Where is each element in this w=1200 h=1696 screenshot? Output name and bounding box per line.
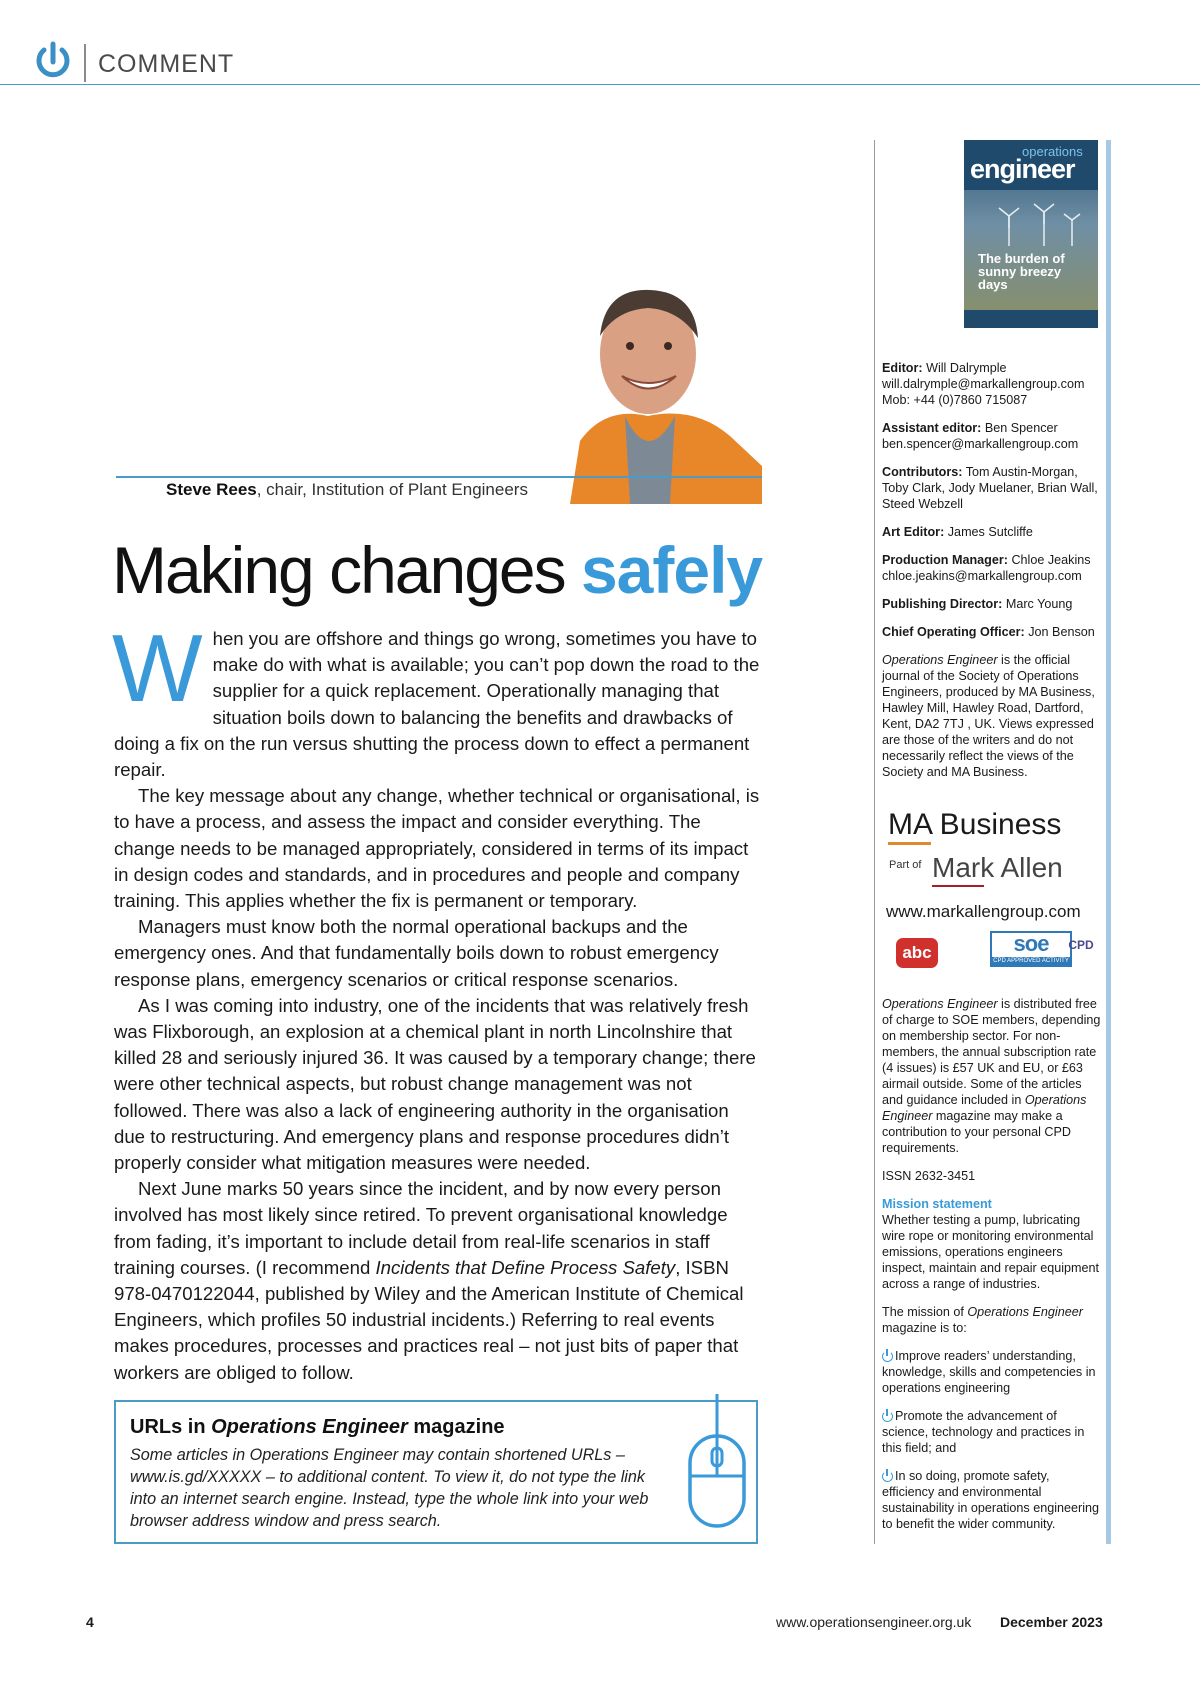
url-title-italic: Operations Engineer bbox=[211, 1416, 408, 1438]
url-title-start: URLs in bbox=[130, 1416, 212, 1438]
mission-intro-end: magazine is to: bbox=[882, 1321, 967, 1335]
pub-label: Publishing Director: bbox=[882, 597, 1003, 611]
page-number: 4 bbox=[86, 1614, 94, 1630]
abc-logo: abc bbox=[896, 938, 938, 968]
cover-headline: The burden of sunny breezy days bbox=[978, 251, 1065, 292]
paragraph-2: The key message about any change, whether technical or organisational, is to have a process, and assess the impact and consider everything. The change needs to be managed appropriately, considered in terms of its impact in design codes and standards, and in procedures and people and company training. This applies whether the fix is permanent or temporary. bbox=[114, 785, 760, 912]
asst-label: Assistant editor: bbox=[882, 421, 982, 435]
url-info-box bbox=[114, 1400, 758, 1544]
cover-footer-strip bbox=[964, 310, 1098, 328]
editor-label: Editor: bbox=[882, 361, 923, 375]
credit-assistant-editor bbox=[882, 420, 1102, 452]
prod-email: chloe.jeakins@markallengroup.com bbox=[882, 569, 1082, 583]
header-separator bbox=[84, 44, 86, 82]
mission-intro-start: The mission of bbox=[882, 1305, 968, 1319]
mission-bullet-1 bbox=[882, 1348, 1104, 1396]
mission-text: Whether testing a pump, lubricating wire rope or monitoring environmental emissions, operations engineers inspect, maintain and repair equipment across a range of industries. bbox=[882, 1213, 1100, 1291]
prod-name: Chloe Jeakins bbox=[1007, 553, 1091, 567]
bullet-1-text: Improve readers’ understanding, knowledge, skills and competencies in operations engineering bbox=[882, 1349, 1096, 1395]
mission-bullet-2 bbox=[882, 1408, 1104, 1456]
power-bullet-icon bbox=[882, 1351, 893, 1362]
mission-heading: Mission statement bbox=[882, 1197, 992, 1211]
ma-business-underline bbox=[888, 842, 931, 845]
section-title: COMMENT bbox=[98, 50, 235, 78]
drop-cap: W bbox=[112, 615, 203, 722]
caption-name: Steve Rees bbox=[166, 480, 257, 499]
credit-editor bbox=[882, 360, 1102, 408]
book-title: Incidents that Define Process Safety bbox=[375, 1256, 676, 1278]
headline-plain: Making changes bbox=[112, 533, 581, 607]
issue-date: December 2023 bbox=[1000, 1614, 1103, 1630]
dist-italic: Operations Engineer bbox=[882, 997, 998, 1011]
dist-text-2: magazine may make a contribution to your personal CPD requirements. bbox=[882, 1109, 1072, 1155]
paragraph-4: As I was coming into industry, one of the incidents that was relatively fresh was Flixborough, an explosion at a chemical plant in north Lincolnshire that killed 28 and seriously injured 36. It was caused by a temporary change; there were other technical aspects, but robust change management was not followed. There was also a lack of engineering authority in the organisation due to restructuring. And emergency plans and response procedures didn’t properly consider what mitigation measures were needed. bbox=[114, 994, 756, 1174]
dist-text-1: is distributed free of charge to SOE members, depending on membership sector. For non-members, the annual subscription rate (4 issues) is £57 UK and EU, or £63 airmail outside. Some of the articles and guidance included in bbox=[882, 997, 1101, 1107]
caption-role: , chair, Institution of Plant Engineers bbox=[256, 480, 528, 499]
paragraph-5-start: Next June marks 50 years since the incident, and by now every person involved has most likely since retired. To prevent organisational knowledge from fading, it’s important to include detail from real-life scenarios in staff training courses. (I recommend bbox=[114, 1178, 728, 1278]
distribution-info bbox=[882, 996, 1104, 1544]
power-bullet-icon bbox=[882, 1411, 893, 1422]
editor-name: Will Dalrymple bbox=[922, 361, 1007, 375]
journal-text: is the official journal of the Society of Operations Engineers, produced by MA Business, Hawley Mill, Hawley Road, Dartford, Kent, DA2 7TJ , UK. Views expressed are those of the writers and do not necessarily reflect the views of the Society and MA Business. bbox=[882, 653, 1095, 779]
bullet-3-text: In so doing, promote safety, efficiency and environmental sustainability in operations engineering to benefit the wider community. bbox=[882, 1469, 1100, 1531]
footer-url[interactable]: www.operationsengineer.org.uk bbox=[776, 1614, 972, 1630]
paragraph-3: Managers must know both the normal operational backups and the emergency ones. And that fundamentally boils down to robust emergency response plans, emergency scenarios or critical response scenarios. bbox=[114, 916, 719, 990]
prod-label: Production Manager: bbox=[882, 553, 1008, 567]
soe-logo-text: soe bbox=[1013, 931, 1049, 956]
bullet-2-text: Promote the advancement of science, technology and practices in this field; and bbox=[882, 1409, 1085, 1455]
paragraph-1 bbox=[112, 615, 762, 783]
masthead-credits bbox=[882, 360, 1102, 792]
dist-italic-2: Operations Engineer bbox=[882, 1093, 1087, 1123]
credit-coo bbox=[882, 624, 1102, 640]
sidebar-accent-bar bbox=[1106, 140, 1111, 1544]
mission-intro bbox=[882, 1304, 1104, 1336]
paragraph-1-text: hen you are offshore and things go wrong, sometimes you have to make do with what is available; you can’t pop down the road to the supplier for a quick replacement. Operationally managing that situation boils down to balancing the benefits and drawbacks of doing a fix on the run versus shutting the process down to effect a permanent repair. bbox=[114, 628, 760, 781]
mark-allen-logo: Mark Allen bbox=[932, 852, 1063, 883]
credit-contributors bbox=[882, 464, 1102, 512]
art-label: Art Editor: bbox=[882, 525, 945, 539]
mission-bullet-3 bbox=[882, 1468, 1104, 1532]
sidebar-rule bbox=[874, 140, 875, 1544]
header-rule bbox=[0, 84, 1200, 85]
cover-brand: engineer bbox=[970, 154, 1075, 184]
mission-block bbox=[882, 1196, 1104, 1292]
issn: ISSN 2632-3451 bbox=[882, 1169, 976, 1183]
power-logo-icon bbox=[32, 40, 74, 82]
article-body bbox=[112, 615, 762, 1386]
journal-statement bbox=[882, 652, 1102, 780]
caption-rule bbox=[116, 476, 762, 478]
contrib-label: Contributors: bbox=[882, 465, 963, 479]
wind-turbines-icon bbox=[984, 196, 1084, 246]
cpd-member-logo: CPD bbox=[1068, 938, 1094, 952]
photo-caption bbox=[166, 480, 528, 500]
ma-business-logo: MA Business bbox=[888, 808, 1062, 841]
distribution-text bbox=[882, 996, 1104, 1156]
part-of-label: Part of bbox=[889, 859, 922, 871]
credit-art-editor bbox=[882, 524, 1102, 540]
contrib-names: Tom Austin-Morgan, Toby Clark, Jody Muelaner, Brian Wall, Steed Webzell bbox=[882, 465, 1098, 511]
computer-mouse-icon bbox=[682, 1392, 752, 1534]
magazine-cover bbox=[964, 140, 1098, 328]
publisher-url[interactable]: www.markallengroup.com bbox=[886, 902, 1081, 921]
mission-intro-italic: Operations Engineer bbox=[967, 1305, 1083, 1319]
paragraph-5-end: , ISBN 978-0470122044, published by Wiley and the American Institute of Chemical Engineers, which profiles 50 industrial incidents.) Referring to real events makes procedures, processes and practices real – not just bits of paper that workers are obliged to follow. bbox=[114, 1256, 744, 1383]
asst-email: ben.spencer@markallengroup.com bbox=[882, 437, 1079, 451]
coo-label: Chief Operating Officer: bbox=[882, 625, 1025, 639]
url-box-text: Some articles in Operations Engineer may contain shortened URLs – www.is.gd/XXXXX – to additional content. To view it, do not type the link into an internet search engine. Instead, type the whole link into your web browser address window and press search. bbox=[130, 1446, 649, 1530]
soe-cpd-logo bbox=[990, 931, 1072, 967]
headline bbox=[112, 532, 762, 608]
asst-name: Ben Spencer bbox=[981, 421, 1058, 435]
mark-allen-underline bbox=[932, 885, 984, 887]
url-title-end: magazine bbox=[407, 1416, 505, 1438]
paragraph-5 bbox=[114, 1176, 762, 1386]
art-name: James Sutcliffe bbox=[944, 525, 1033, 539]
cover-brand-small: operations bbox=[1022, 144, 1083, 159]
headline-highlight: safely bbox=[580, 533, 763, 607]
power-bullet-icon bbox=[882, 1471, 893, 1482]
editor-email: will.dalrymple@markallengroup.com bbox=[882, 377, 1085, 391]
editor-mobile: Mob: +44 (0)7860 715087 bbox=[882, 393, 1028, 407]
coo-name: Jon Benson bbox=[1024, 625, 1095, 639]
journal-italic: Operations Engineer bbox=[882, 653, 998, 667]
credit-publishing bbox=[882, 596, 1102, 612]
pub-name: Marc Young bbox=[1002, 597, 1073, 611]
author-photo bbox=[530, 266, 762, 504]
credit-production bbox=[882, 552, 1102, 584]
url-box-title bbox=[130, 1416, 505, 1439]
soe-logo-tag: CPD APPROVED ACTIVITY bbox=[993, 958, 1069, 964]
